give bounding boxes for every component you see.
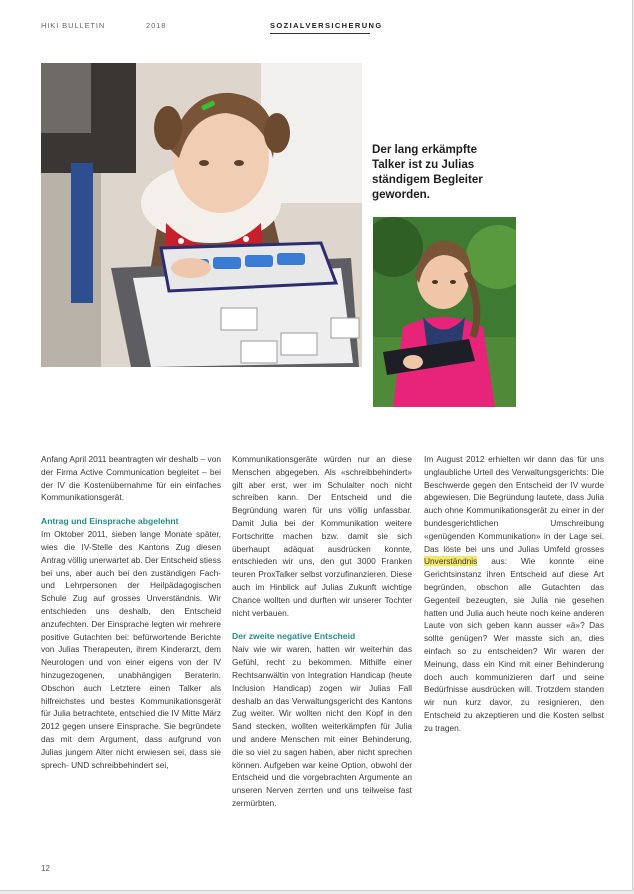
- main-photo-illustration: [41, 63, 362, 367]
- paragraph: Im Oktober 2011, sieben lange Monate später, wies die IV-Stelle des Kantons Zug diesen Antrag völlig unerwartet ab. Der Entscheid stiess bei uns, aber auch bei den zuständigen Fach- und Lehrpersonen der Heilpädagogischen Schule Zug auf grosses Unverständnis. Wir entschieden uns deshalb, den Entscheid anzufechten. Der Einsprache legten wir mehrere positive Gutachten bei: befürwortende Berichte von Julias Therapeuten, ihrem Kinderarzt, dem Neurologen und von einer eigens von der IV hinzugezogenen, unabhängigen Beraterin. Obschon auch Letztere einen Talker als hilfreichstes und bestes Kommunikationsgerät für Julia betrachtete, entschied die IV Mitte März 2012 gegen unsere Einsprache. Sie begründete das mit dem Argument, dass aufgrund von Julias jungem Alter nicht erwiesen sei, dass sie sprech- UND schreibbehindert sei,: [41, 529, 221, 770]
- subheading: Der zweite negative Entscheid: [232, 631, 356, 642]
- paragraph-part: Im August 2012 erhielten wir dann das für uns unglaubliche Urteil des Verwaltungsgerichts: Die Beschwerde gegen den Entscheid der IV wurde abgewiesen. Die Begründung lautete, dass Julia auch ohne Kommunikationsgerät zu einer in der bundesgerichtlichen Umschreibung «genügenden Kommunikation» in der Lage sei. Das löste bei uns und Julias Umfeld grosses: [424, 454, 604, 554]
- paragraph: [424, 453, 604, 735]
- text-column-3: [424, 453, 604, 735]
- section-underline: [270, 33, 370, 34]
- main-photo: [41, 63, 362, 367]
- page-number: 12: [41, 864, 50, 873]
- text-column-1: [41, 453, 221, 771]
- publication-name: HIKI BULLETIN: [41, 21, 106, 30]
- photo-caption: Der lang erkämpfte Talker ist zu Julias ständigem Begleiter geworden.: [372, 143, 483, 201]
- subheading: Antrag und Einsprache abgelehnt: [41, 516, 179, 527]
- highlighted-word: Unverständnis: [424, 556, 478, 567]
- paragraph: Kommunikationsgeräte würden nur an diese Menschen abgegeben. Als «schreibbehindert» gilt aber erst, wer im Schulalter noch nicht schreiben kann. Der Entscheid und die Begründung waren für uns völlig unfassbar. Damit Julia bei der Kommunikation weitere Fortschritte machen bzw. damit sie sich überhaupt adäquat ausdrücken konnte, entschieden wir uns, den gut 3000 Franken teuren ProxTalker selbst vorzufinanzieren. Diese auch im Hinblick auf Julias Zukunft wichtige Chance wollten und durften wir unserer Tochter nicht verbauen.: [232, 454, 412, 618]
- side-photo-illustration: [373, 217, 516, 407]
- publication-year: 2018: [146, 21, 167, 30]
- side-photo: [373, 217, 516, 407]
- paragraph-part: aus: Wie konnte eine Gerichtsinstanz ihren Entscheid auf diese Art begründen, obschon alle Gutachten das Gegenteil bezeugten, sie Julia nie gesehen hatten und Julia auch heute noch keine anderen Laute von sich geben kann ausser «ä»? Das sollte genügen? Wer masste sich an, dies einfach so zu entscheiden? Wir waren der Meinung, dass ein Kind mit einer Behinderung doch auch kommunizieren darf und seine Bedürfnisse ausdrücken will. Trotzdem standen wir nun kurz davor, zu resignieren, den Entscheid zu akzeptieren und die Kosten selbst zu tragen.: [424, 556, 604, 733]
- paragraph: Anfang April 2011 beantragten wir deshalb – von der Firma Active Communication begleitet – bei der IV die Kostenübernahme für ein einfaches Kommunikationsgerät.: [41, 454, 221, 503]
- text-column-2: [232, 453, 412, 810]
- section-title: SOZIALVERSICHERUNG: [270, 21, 383, 30]
- paragraph: Naiv wie wir waren, hatten wir weiterhin das Gefühl, recht zu bekommen. Mithilfe einer Rechtsanwältin von Integration Handicap (heute Inclusion Handicap) zogen wir Julias Fall deshalb an das Verwaltungsgericht des Kantons Zug weiter. Wir wollten nicht den Kopf in den Sand stecken, wollten weiterkämpfen für Julia und andere Menschen mit einer Behinderung, die so viel zu sagen haben, aber nicht sprechen können. Aufgeben war keine Option, obwohl der Entscheid und die vorgebrachten Argumente an unseren Nerven zerrten und uns teilweise fast zermürbten.: [232, 644, 412, 808]
